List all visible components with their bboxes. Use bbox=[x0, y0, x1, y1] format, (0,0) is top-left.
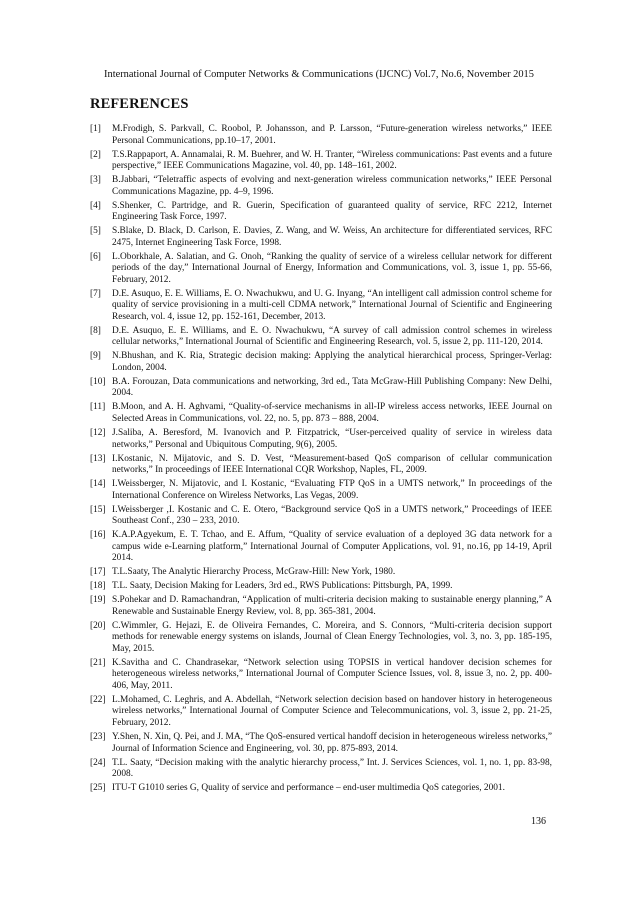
reference-number: [2] bbox=[90, 149, 101, 160]
reference-item bbox=[90, 783, 552, 795]
reference-item bbox=[90, 621, 552, 656]
reference-text: Y.Shen, N. Xin, Q. Pei, and J. MA, “The QoS-ensured vertical handoff decision in heterogeneous wireless networks,” Journal of Information Science and Engineering, vol. 30, pp. 875-893, 2014. bbox=[112, 732, 553, 754]
reference-text: K.A.P.Agyekum, E. T. Tchao, and E. Affum, “Quality of service evaluation of a deployed 3G data network for a campus wide e-Learning platform,” International Journal of Computer Applications, vol. 91, no.16, pp 14-19, April 2014. bbox=[112, 530, 552, 564]
reference-item bbox=[90, 567, 552, 579]
reference-item bbox=[90, 252, 552, 287]
reference-item bbox=[90, 732, 552, 755]
reference-text: C.Wimmler, G. Hejazi, E. de Oliveira Fernandes, C. Moreira, and S. Connors, “Multi-criteria decision support methods for renewable energy systems on islands, Journal of Clean Energy Technologies, vol. 3, no. 3, pp. 185-195, May, 2015. bbox=[112, 620, 552, 654]
reference-list bbox=[90, 124, 552, 797]
reference-text: S.Pohekar and D. Ramachandran, “Application of multi-criteria decision making to sustainable energy planning,” A Renewable and Sustainable Energy Review, vol. 8, pp. 365-381, 2004. bbox=[112, 595, 552, 617]
reference-text: S.Shenker, C. Partridge, and R. Guerin, Specification of guaranteed quality of service, RFC 2212, Internet Engineering Task Force, 1997. bbox=[112, 200, 552, 223]
reference-number: [8] bbox=[90, 325, 101, 336]
reference-item bbox=[90, 758, 552, 781]
reference-text: T.L. Saaty, Decision Making for Leaders, 3rd ed., RWS Publications: Pittsburgh, PA, 1999. bbox=[112, 581, 453, 592]
reference-number: [10] bbox=[90, 376, 106, 387]
reference-item bbox=[90, 351, 552, 374]
reference-item bbox=[90, 530, 552, 565]
reference-text: J.Saliba, A. Beresford, M. Ivanovich and P. Fitzpatrick, “User-perceived quality of service in wireless data networks,” Personal and Ubiquitous Computing, 9(6), 2005. bbox=[112, 428, 552, 450]
reference-number: [7] bbox=[90, 288, 101, 299]
reference-text: K.Savitha and C. Chandrasekar, “Network selection using TOPSIS in vertical handover decision schemes for heterogeneous wireless networks,” International Journal of Computer Science Issues, vol. 8, issue 3, no. 2, pp. 400-406, May, 2011. bbox=[112, 657, 552, 691]
reference-text: N.Bhushan, and K. Ria, Strategic decision making: Applying the analytical hierarchical process, Springer-Verlag: London, 2004. bbox=[112, 351, 552, 373]
reference-text: L.Mohamed, C. Leghris, and A. Abdellah, “Network selection decision based on handover history in heterogeneous wireless networks,” International Journal of Computer Science and Telecommunications, vol. 3, issue 2, pp. 21-25, February, 2012. bbox=[112, 694, 552, 728]
reference-number: [18] bbox=[90, 581, 106, 592]
reference-number: [13] bbox=[90, 453, 106, 464]
reference-number: [3] bbox=[90, 175, 101, 186]
reference-item bbox=[90, 201, 552, 224]
reference-item bbox=[90, 428, 552, 451]
reference-text: S.Blake, D. Black, D. Carlson, E. Davies, Z. Wang, and W. Weiss, An architecture for differentiated services, RFC 2475, Internet Engineering Task Force, 1998. bbox=[112, 226, 552, 248]
reference-number: [19] bbox=[90, 595, 106, 606]
reference-number: [21] bbox=[90, 657, 106, 668]
reference-text: T.L. Saaty, “Decision making with the analytic hierarchy process,” Int. J. Services Sciences, vol. 1, no. 1, pp. 83-98, 2008. bbox=[112, 757, 552, 780]
reference-text: ITU-T G1010 series G, Quality of service and performance – end-user multimedia QoS categories, 2001. bbox=[112, 783, 505, 794]
page-number: 136 bbox=[531, 816, 546, 827]
reference-text: I.Weissberger, N. Mijatovic, and I. Kostanic, “Evaluating FTP QoS in a UMTS network,” In proceedings of the International Conference on Wireless Networks, Las Vegas, 2009. bbox=[112, 479, 552, 501]
reference-item bbox=[90, 454, 552, 477]
reference-text: T.L.Saaty, The Analytic Hierarchy Process, McGraw-Hill: New York, 1980. bbox=[112, 567, 396, 578]
reference-item bbox=[90, 289, 552, 324]
reference-number: [16] bbox=[90, 530, 106, 541]
reference-number: [5] bbox=[90, 226, 101, 237]
reference-text: L.Oborkhale, A. Salatian, and G. Onoh, “Ranking the quality of service of a wireless cellular network for different periods of the day,” International Journal of Energy, Information and Communications, vol. 3, issue 1, pp. 55-66, February, 2012. bbox=[112, 251, 552, 285]
reference-text: I.Kostanic, N. Mijatovic, and S. D. Vest, “Measurement-based QoS comparison of cellular communication networks,” In proceedings of IEEE International CQR Workshop, Naples, FL, 2009. bbox=[112, 453, 552, 476]
reference-text: D.E. Asuquo, E. E. Williams, and E. O. Nwachukwu, “A survey of call admission control schemes in wireless cellular networks,” International Journal of Scientific and Engineering Research, vol. 5, issue 2, pp. 111-120, 2014. bbox=[112, 325, 552, 348]
reference-number: [14] bbox=[90, 479, 106, 490]
reference-text: B.Moon, and A. H. Aghvami, “Quality-of-service mechanisms in all-IP wireless access networks, IEEE Journal on Selected Areas in Communications, vol. 22, no. 5, pp. 873 – 888, 2004. bbox=[112, 402, 552, 424]
reference-number: [17] bbox=[90, 567, 106, 578]
reference-item bbox=[90, 479, 552, 502]
reference-text: M.Frodigh, S. Parkvall, C. Roobol, P. Johansson, and P. Larsson, “Future-generation wireless networks,” IEEE Personal Communications, pp.10–17, 2001. bbox=[112, 124, 552, 146]
reference-item bbox=[90, 150, 552, 173]
reference-number: [23] bbox=[90, 732, 106, 743]
reference-number: [24] bbox=[90, 757, 106, 768]
running-header: International Journal of Computer Networks & Communications (IJCNC) Vol.7, No.6, November 2015 bbox=[104, 69, 534, 80]
reference-text: D.E. Asuquo, E. E. Williams, E. O. Nwachukwu, and U. G. Inyang, “An intelligent call admission control scheme for quality of service provisioning in a multi-cell CDMA network,” International Journal of Scientific and Engineering Research, vol. 4, issue 12, pp. 152-161, December, 2013. bbox=[112, 288, 552, 322]
reference-item bbox=[90, 581, 552, 593]
reference-item bbox=[90, 326, 552, 349]
reference-item bbox=[90, 124, 552, 147]
reference-number: [12] bbox=[90, 428, 106, 439]
reference-item bbox=[90, 175, 552, 198]
reference-number: [6] bbox=[90, 251, 101, 262]
reference-item bbox=[90, 595, 552, 618]
reference-number: [22] bbox=[90, 694, 106, 705]
reference-item bbox=[90, 377, 552, 400]
reference-item bbox=[90, 226, 552, 249]
reference-number: [9] bbox=[90, 351, 101, 362]
reference-item bbox=[90, 658, 552, 693]
reference-text: I.Weissberger ,I. Kostanic and C. E. Otero, “Background service QoS in a UMTS network,” Proceedings of IEEE Southeast Conf., 230 – 233, 2010. bbox=[112, 504, 552, 527]
reference-text: B.A. Forouzan, Data communications and networking, 3rd ed., Tata McGraw-Hill Publishing Company: New Delhi, 2004. bbox=[112, 376, 552, 399]
reference-number: [11] bbox=[90, 402, 106, 413]
reference-text: T.S.Rappaport, A. Annamalai, R. M. Buehrer, and W. H. Tranter, “Wireless communications: Past events and a future perspective,” IEEE Communications Magazine, vol. 40, pp. 148–161, 2002. bbox=[112, 149, 552, 172]
reference-number: [25] bbox=[90, 783, 106, 794]
reference-number: [1] bbox=[90, 124, 101, 134]
reference-number: [4] bbox=[90, 200, 101, 211]
section-title: REFERENCES bbox=[90, 96, 189, 112]
reference-item bbox=[90, 505, 552, 528]
reference-text: B.Jabbari, “Teletraffic aspects of evolving and next-generation wireless communication networks,” IEEE Personal Communications Magazine, pp. 4–9, 1996. bbox=[112, 175, 552, 197]
reference-number: [20] bbox=[90, 620, 106, 631]
reference-item bbox=[90, 695, 552, 730]
reference-number: [15] bbox=[90, 504, 106, 515]
reference-item bbox=[90, 402, 552, 425]
